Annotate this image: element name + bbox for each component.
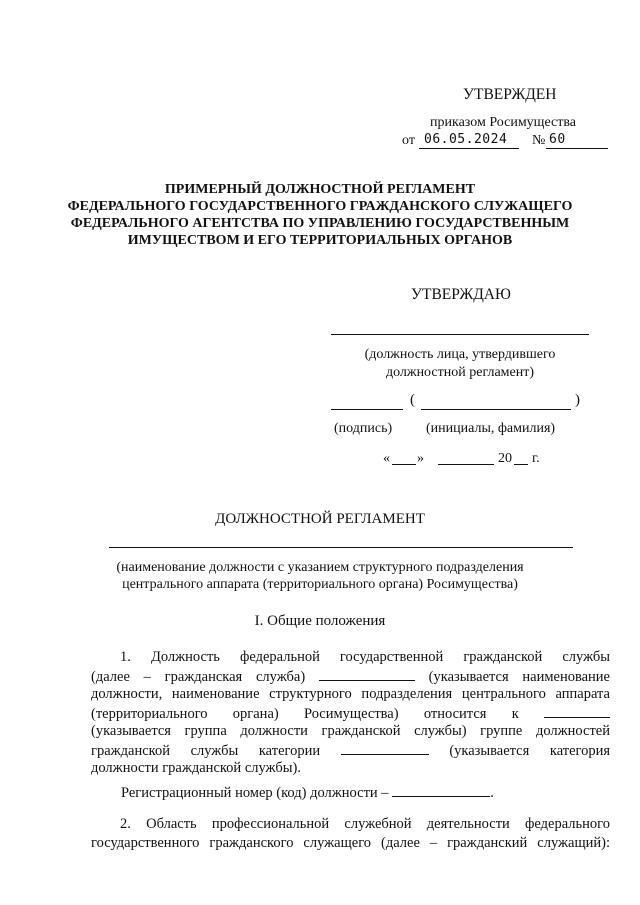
para2-row-2: государственного гражданского служащего (далее – гражданский служащий): <box>91 834 610 851</box>
para1-word: категории <box>258 742 321 759</box>
para1-word: государственной <box>339 649 444 665</box>
para1-word: службы <box>190 742 239 759</box>
para1-word: Должность <box>150 649 220 665</box>
regulation-heading: ДОЛЖНОСТНОЙ РЕГЛАМЕНТ <box>215 511 425 527</box>
para2-word: федерального <box>525 816 610 832</box>
para2-word: профессиональной <box>211 816 330 832</box>
order-date: 06.05.2024 <box>424 132 508 147</box>
para1-row-7: должности гражданской службы). <box>91 760 301 776</box>
signature-line <box>331 409 403 410</box>
registration-blank <box>392 784 490 797</box>
position-group-blank <box>544 705 610 718</box>
para1-row-1 <box>91 649 610 668</box>
number-prefix: № <box>532 133 546 148</box>
position-caption-2: должностной регламент) <box>385 365 535 380</box>
registration-line <box>121 784 494 802</box>
year-line <box>514 464 528 465</box>
number-underline <box>546 148 608 149</box>
para1-row-6 <box>91 742 610 761</box>
date-prefix: от <box>402 133 415 148</box>
year-prefix: 20 <box>498 451 512 466</box>
signature-caption: (подпись) <box>334 421 393 436</box>
para1-word: (территориального <box>91 705 208 722</box>
order-number: 60 <box>549 132 566 147</box>
regulation-caption-2: центрального аппарата (территориального органа) Росимущества) <box>122 577 518 592</box>
year-suffix: г. <box>532 451 540 466</box>
para1-word: (указывается <box>449 742 530 759</box>
order-line: приказом Росимущества <box>430 115 576 130</box>
title-line-3: ФЕДЕРАЛЬНОГО АГЕНТСТВА ПО УПРАВЛЕНИЮ ГОСУДАРСТВЕННЫМ <box>70 216 570 231</box>
section-1-heading: I. Общие положения <box>254 613 386 629</box>
initials-line <box>421 409 571 410</box>
para1-row-3: должности, наименование структурного подразделения центрального аппарата <box>91 686 610 702</box>
para1-row-4 <box>91 705 610 724</box>
position-line <box>331 334 589 335</box>
para1-text: (далее – гражданская служба) <box>91 668 306 685</box>
day-line <box>392 464 416 465</box>
approved-label: УТВЕРЖДЕН <box>463 86 557 103</box>
para1-word: категория <box>549 742 611 759</box>
para1-row-2 <box>91 668 610 687</box>
position-caption-1: (должность лица, утвердившего <box>364 347 556 362</box>
para1-row-5: (указывается группа должности гражданской службы) группе должностей <box>91 723 610 739</box>
registration-text: Регистрационный номер (код) должности – <box>121 785 389 801</box>
initials-caption: (инициалы, фамилия) <box>426 421 556 436</box>
category-blank <box>341 742 429 755</box>
regulation-name-line <box>109 547 573 548</box>
position-name-blank <box>319 668 415 681</box>
para1-word: относится <box>423 705 487 722</box>
para1-word: службы <box>562 649 611 665</box>
para1-word: гражданской <box>91 742 170 759</box>
para1-text: (указывается наименование <box>428 668 610 685</box>
para1-word: Росимущества) <box>303 705 399 722</box>
para1-word: к <box>511 705 519 722</box>
paragraph-2 <box>91 816 610 853</box>
paren-open: ( <box>410 392 415 408</box>
date-underline <box>419 148 519 149</box>
paragraph-1 <box>91 649 610 779</box>
month-line <box>438 464 494 465</box>
para2-word: деятельности <box>426 816 510 832</box>
date-open-quote: « <box>383 451 390 466</box>
para2-number: 2. <box>120 816 131 832</box>
title-line-1: ПРИМЕРНЫЙ ДОЛЖНОСТНОЙ РЕГЛАМЕНТ <box>164 182 476 197</box>
approve-heading: УТВЕРЖДАЮ <box>411 286 511 303</box>
title-line-2: ФЕДЕРАЛЬНОГО ГОСУДАРСТВЕННОГО ГРАЖДАНСКОГО СЛУЖАЩЕГО <box>67 199 573 214</box>
para1-word: гражданской <box>463 649 543 665</box>
para1-word: федеральной <box>239 649 320 665</box>
title-line-4: ИМУЩЕСТВОМ И ЕГО ТЕРРИТОРИАЛЬНЫХ ОРГАНОВ <box>127 233 513 248</box>
regulation-caption-1: (наименование должности с указанием структурного подразделения <box>116 560 524 575</box>
para1-number: 1. <box>120 649 131 665</box>
para1-word: органа) <box>232 705 279 722</box>
date-close-quote: » <box>417 451 424 466</box>
registration-end: . <box>490 785 494 801</box>
para2-row-1 <box>91 816 610 835</box>
para2-word: Область <box>146 816 197 832</box>
para2-word: служебной <box>344 816 412 832</box>
paren-close: ) <box>575 392 580 408</box>
